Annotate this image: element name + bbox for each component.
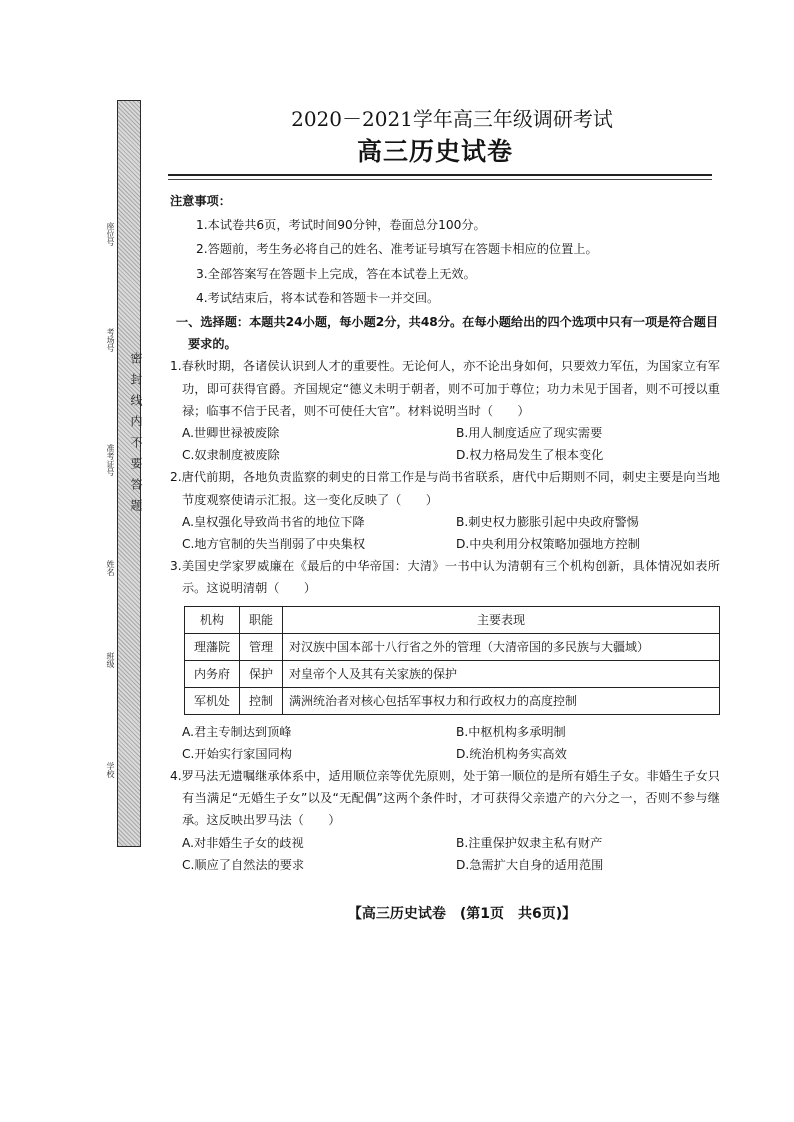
table-cell: 管理 bbox=[240, 633, 283, 660]
option-c: C.顺应了自然法的要求 bbox=[182, 857, 305, 872]
option-b: B.中枢机构多承明制 bbox=[456, 724, 566, 739]
option-a: A.世卿世禄被废除 bbox=[182, 426, 280, 441]
table-cell: 对皇帝个人及其有关家族的保护 bbox=[283, 660, 720, 687]
table-cell: 对汉族中国本部十八行省之外的管理（大清帝国的多民族与大疆域） bbox=[283, 633, 720, 660]
question-1-options bbox=[170, 422, 720, 466]
paper-title: 高三历史试卷 bbox=[356, 137, 513, 166]
notice-item: 1.本试卷共6页，考试时间90分钟，卷面总分100分。 bbox=[196, 218, 486, 233]
option-a: A.君主专制达到顶峰 bbox=[182, 724, 292, 739]
notice-item: 2.答题前，考生务必将自己的姓名、准考证号填写在答题卡相应的位置上。 bbox=[196, 242, 598, 257]
margin-label-name: 姓名 bbox=[106, 560, 115, 576]
option-c: C.开始实行家国同构 bbox=[182, 746, 292, 761]
option-b: B.注重保护奴隶主私有财产 bbox=[456, 835, 603, 850]
page-footer: 【高三历史试卷 (第1页 共6页)】 bbox=[347, 906, 577, 922]
question-1: 1.春秋时期，各诸侯认识到人才的重要性。无论何人，亦不论出身如何，只要效力军伍，为国家立有军功，即可获得官爵。齐国规定“德义未明于朝者，则不可加于尊位；功力未见于国者，则不可授以重禄；临事不信于民者，则不可使任大官”。材料说明当时（ ） bbox=[170, 359, 720, 418]
table-header: 主要表现 bbox=[283, 606, 720, 633]
table-cell: 理藩院 bbox=[185, 633, 240, 660]
table-cell: 保护 bbox=[240, 660, 283, 687]
table-cell: 控制 bbox=[240, 687, 283, 714]
table-header-row bbox=[185, 606, 720, 633]
margin-label-school: 学校 bbox=[106, 762, 115, 778]
margin-label-ticket: 准考证号 bbox=[106, 444, 115, 476]
notice-title: 注意事项： bbox=[170, 194, 231, 208]
exam-title: 2020－2021学年高三年级调研考试 bbox=[291, 107, 613, 131]
option-b: B.刺史权力膨胀引起中央政府警惕 bbox=[456, 514, 639, 529]
title-rule-thin bbox=[168, 179, 712, 180]
option-d: D.权力格局发生了根本变化 bbox=[456, 448, 604, 463]
table-row bbox=[185, 660, 720, 687]
question-2-options bbox=[170, 511, 720, 555]
table-row bbox=[185, 633, 720, 660]
question-3-options bbox=[170, 721, 720, 765]
option-c: C.奴隶制度被废除 bbox=[182, 448, 280, 463]
option-d: D.急需扩大自身的适用范围 bbox=[456, 857, 604, 872]
notice-item: 4.考试结束后，将本试卷和答题卡一并交回。 bbox=[196, 290, 440, 305]
table-header: 机构 bbox=[185, 606, 240, 633]
option-a: A.对非婚生子女的歧视 bbox=[182, 835, 304, 850]
title-rule-thick bbox=[168, 174, 712, 176]
table-row bbox=[185, 687, 720, 714]
option-a: A.皇权强化导致尚书省的地位下降 bbox=[182, 514, 365, 529]
option-d: D.中央利用分权策略加强地方控制 bbox=[456, 537, 640, 552]
question-4: 4.罗马法无遗嘱继承体系中，适用顺位亲等优先原则，处于第一顺位的是所有婚生子女。非婚生子女只有当满足“无婚生子女”以及“无配偶”这两个条件时，才可获得父亲遗产的六分之一，否则不参与继承。这反映出罗马法（ ） bbox=[170, 769, 720, 828]
margin-label-seat: 座位号 bbox=[106, 222, 115, 246]
option-d: D.统治机构务实高效 bbox=[456, 746, 567, 761]
option-b: B.用人制度适应了现实需要 bbox=[456, 426, 603, 441]
margin-label-room: 考场号 bbox=[106, 328, 115, 352]
seal-line-text: 密封线内不要答题 bbox=[129, 352, 143, 520]
table-cell: 内务府 bbox=[185, 660, 240, 687]
question-3: 3.美国史学家罗威廉在《最后的中华帝国：大清》一书中认为清朝有三个机构创新，具体情况如表所示。这说明清朝（ ） bbox=[170, 559, 720, 596]
option-c: C.地方官制的失当削弱了中央集权 bbox=[182, 537, 366, 552]
table-cell: 满洲统治者对核心包括军事权力和行政权力的高度控制 bbox=[283, 687, 720, 714]
table-header: 职能 bbox=[240, 606, 283, 633]
exam-content bbox=[170, 190, 720, 876]
section-heading: 一、选择题：本题共24小题，每小题2分，共48分。在每小题给出的四个选项中只有一项是符合题目要求的。 bbox=[176, 315, 719, 352]
notice-item: 3.全部答案写在答题卡上完成，答在本试卷上无效。 bbox=[196, 266, 476, 281]
institution-table bbox=[184, 606, 720, 715]
table-cell: 军机处 bbox=[185, 687, 240, 714]
question-2: 2.唐代前期，各地负责监察的刺史的日常工作是与尚书省联系，唐代中后期则不同，刺史主要是向当地节度观察使请示汇报。这一变化反映了（ ） bbox=[170, 470, 720, 507]
question-4-options bbox=[170, 832, 720, 876]
margin-label-class: 班级 bbox=[106, 652, 115, 668]
